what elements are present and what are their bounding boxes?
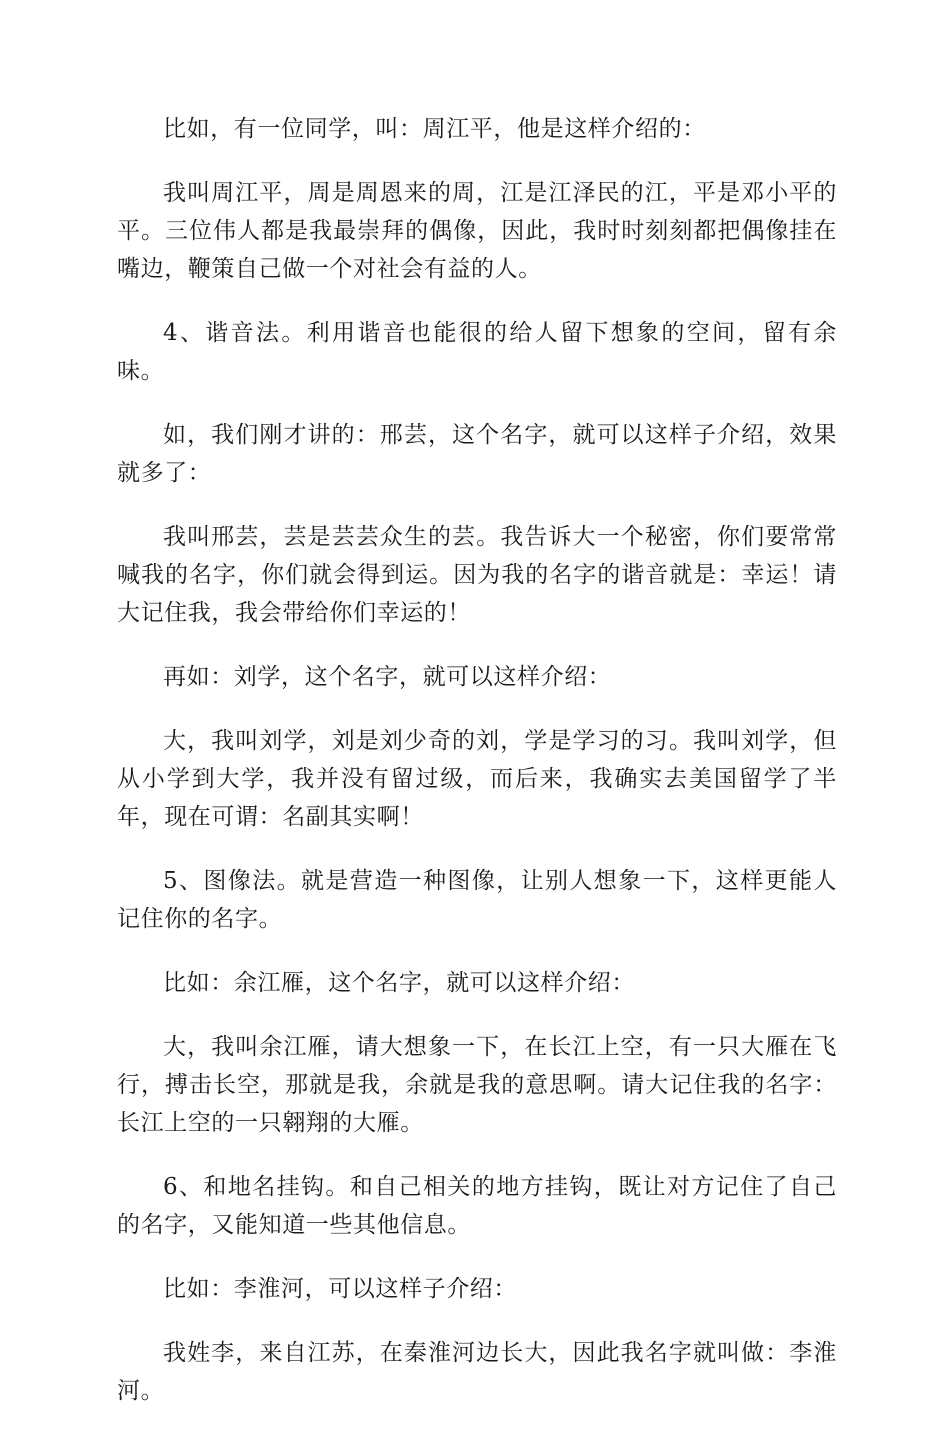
paragraph-6: 再如：刘学，这个名字，就可以这样介绍： xyxy=(163,664,612,690)
document-body xyxy=(117,110,837,1436)
paragraph-3: 4、谐音法。利用谐音也能很的给人留下想象的空间，留有余味。 xyxy=(117,320,837,384)
paragraph-5: 我叫邢芸，芸是芸芸众生的芸。我告诉大一个秘密，你们要常常喊我的名字，你们就会得到运。因为我的名字的谐音就是：幸运！请大记住我，我会带给你们幸运的！ xyxy=(117,524,837,626)
paragraph-13: 我姓李，来自江苏，在秦淮河边长大，因此我名字就叫做：李淮河。 xyxy=(117,1340,837,1404)
paragraph-2: 我叫周江平，周是周恩来的周，江是江泽民的江，平是邓小平的平。三位伟人都是我最崇拜的偶像，因此，我时时刻刻都把偶像挂在嘴边，鞭策自己做一个对社会有益的人。 xyxy=(117,180,837,282)
paragraph-9: 比如：余江雁，这个名字，就可以这样介绍： xyxy=(163,970,635,996)
paragraph-10: 大，我叫余江雁，请大想象一下，在长江上空，有一只大雁在飞行，搏击长空，那就是我，余就是我的意思啊。请大记住我的名字：长江上空的一只翱翔的大雁。 xyxy=(117,1034,837,1136)
paragraph-4: 如，我们刚才讲的：邢芸，这个名字，就可以这样子介绍，效果就多了： xyxy=(117,422,837,486)
paragraph-1: 比如，有一位同学，叫：周江平，他是这样介绍的： xyxy=(163,116,706,142)
paragraph-8: 5、图像法。就是营造一种图像，让别人想象一下，这样更能人记住你的名字。 xyxy=(117,868,837,932)
paragraph-7: 大，我叫刘学，刘是刘少奇的刘，学是学习的习。我叫刘学，但从小学到大学，我并没有留过级，而后来，我确实去美国留学了半年，现在可谓：名副其实啊！ xyxy=(117,728,837,830)
paragraph-11: 6、和地名挂钩。和自己相关的地方挂钩，既让对方记住了自己的名字，又能知道一些其他信息。 xyxy=(117,1174,837,1238)
paragraph-12: 比如：李淮河，可以这样子介绍： xyxy=(163,1276,517,1302)
